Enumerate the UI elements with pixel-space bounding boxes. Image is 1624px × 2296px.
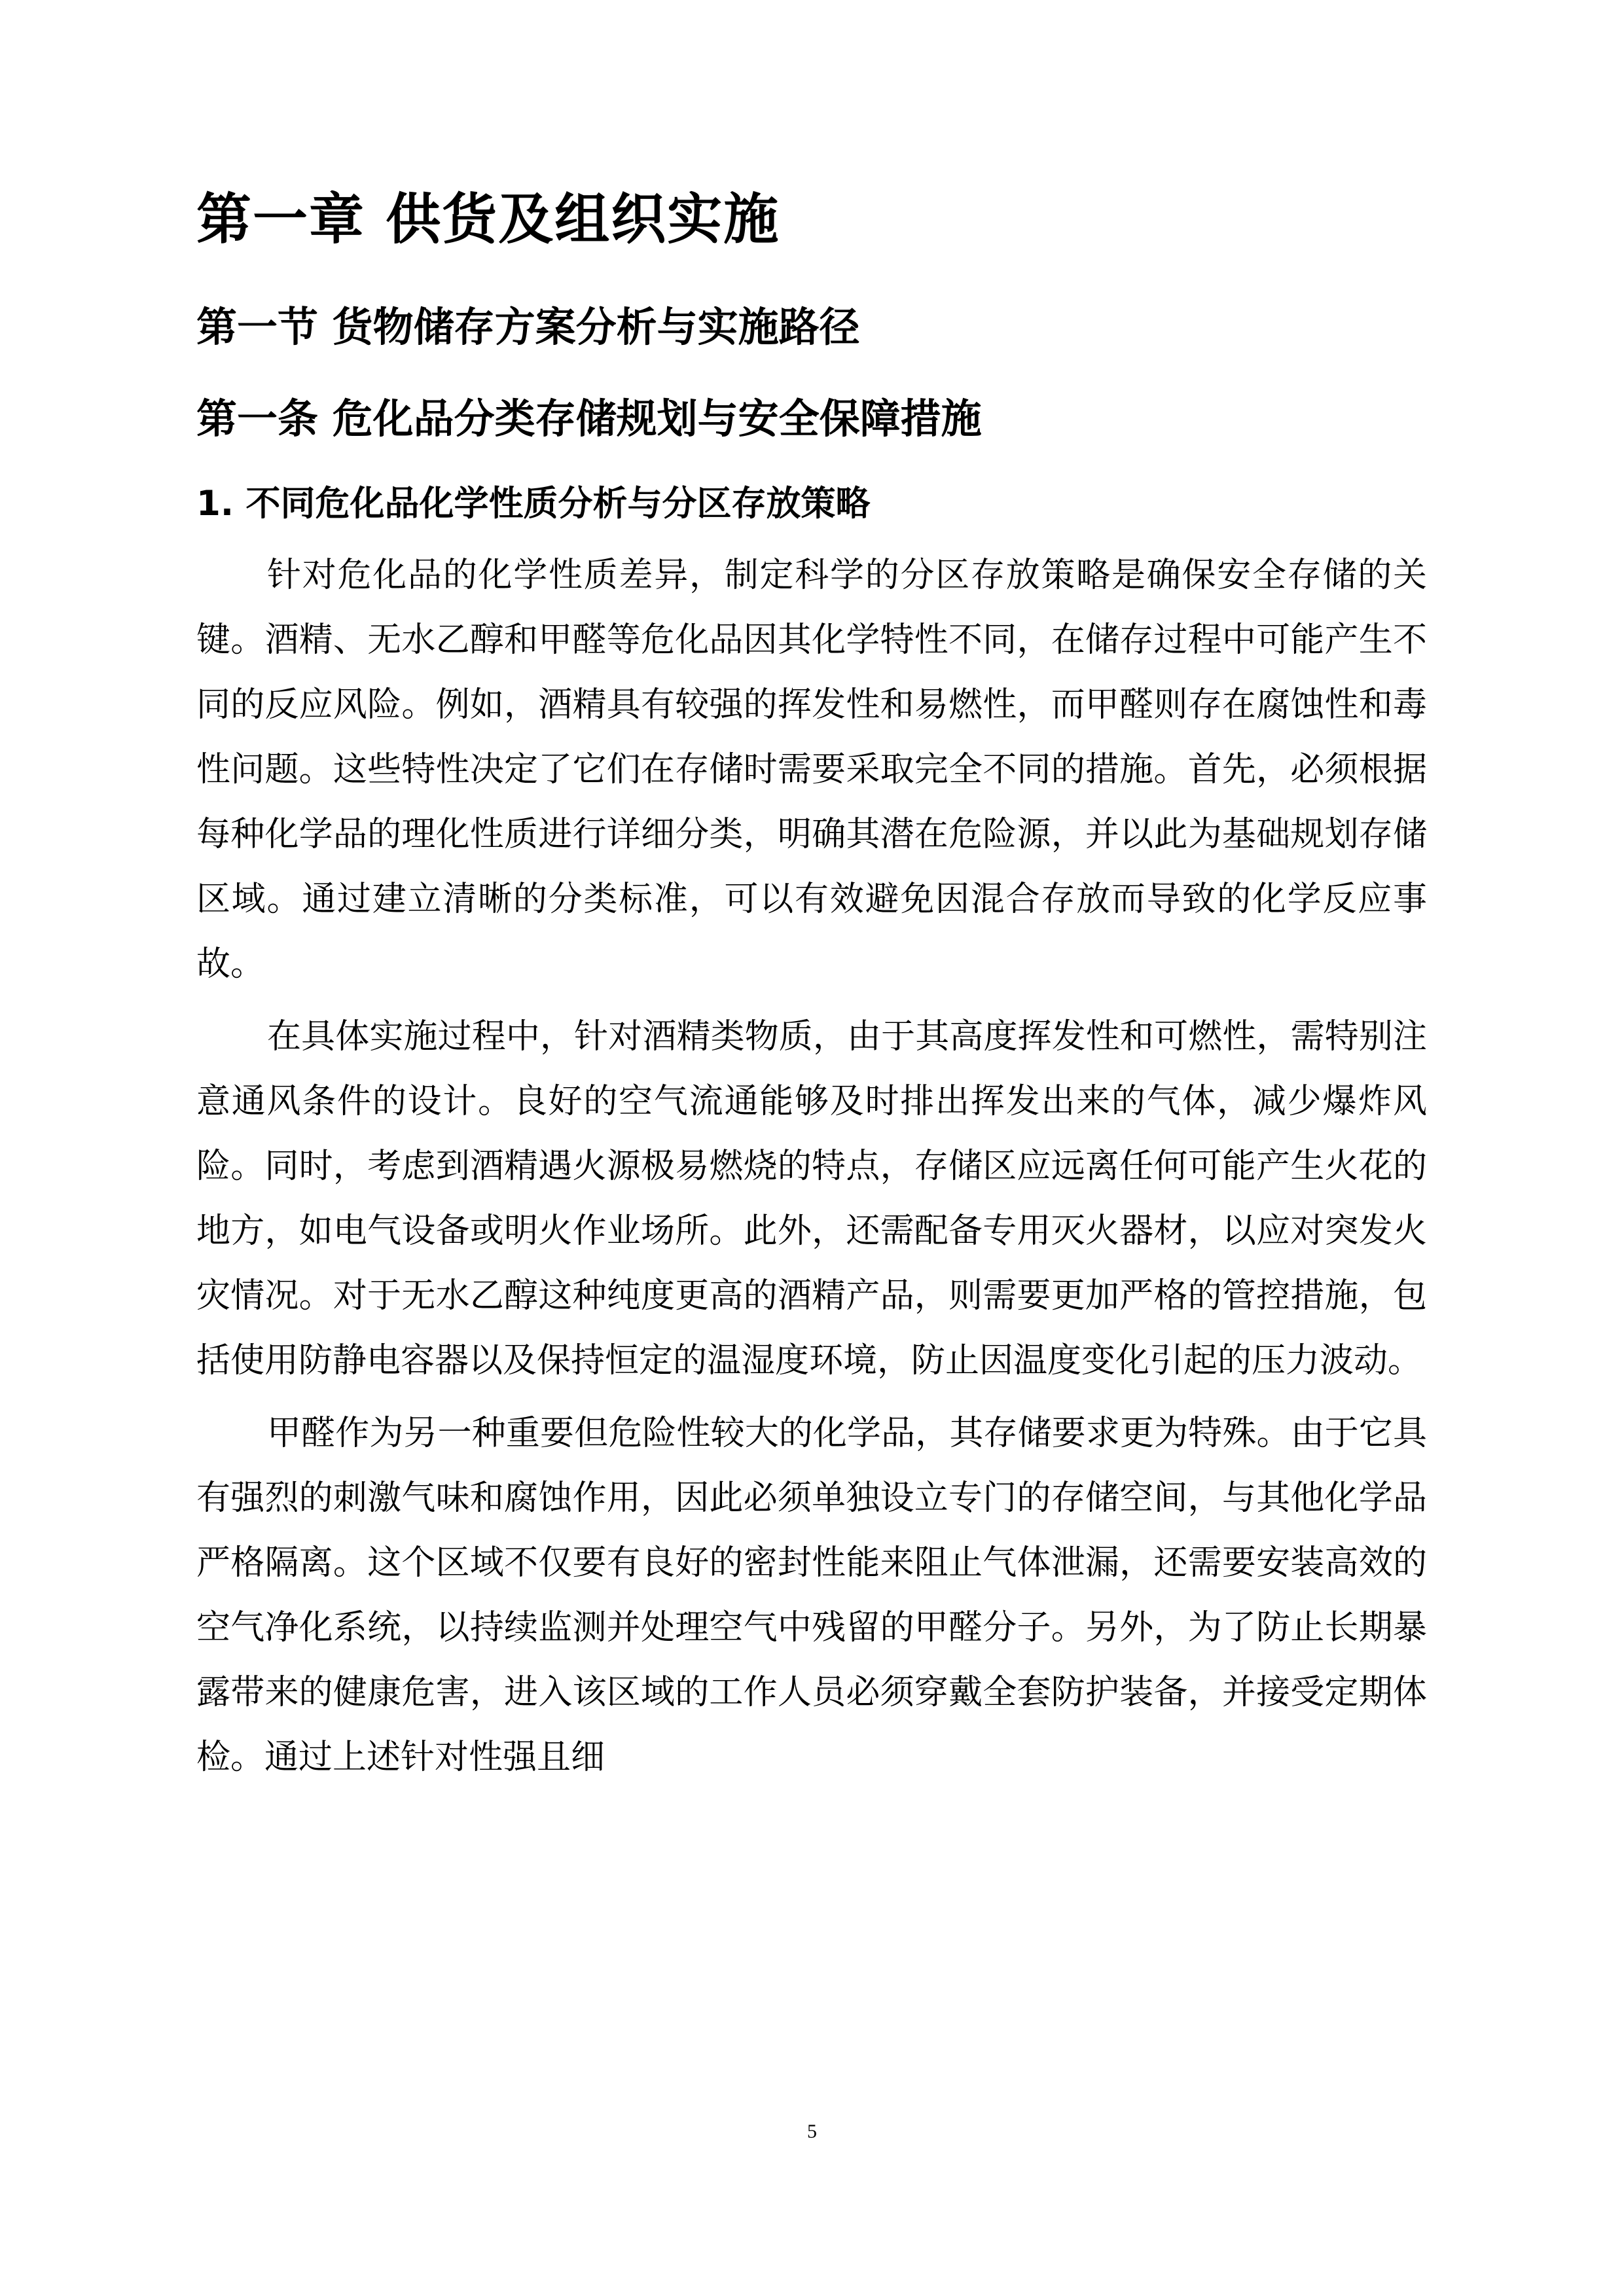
page-number: 5 <box>807 2121 817 2142</box>
subsection-title: 1. 不同危化品化学性质分析与分区存放策略 <box>196 484 871 524</box>
chapter-title: 第一章 供货及组织实施 <box>196 187 780 251</box>
page-content <box>196 177 1427 1798</box>
body-paragraph: 在具体实施过程中，针对酒精类物质，由于其高度挥发性和可燃性，需特别注意通风条件的设计。良好的空气流通能够及时排出挥发出来的气体，减少爆炸风险。同时，考虑到酒精遇火源极易燃烧的特点，存储区应远离任何可能产生火花的地方，如电气设备或明火作业场所。此外，还需配备专用灭火器材，以应对突发火灾情况。对于无水乙醇这种纯度更高的酒精产品，则需要更加严格的管控措施，包括使用防静电容器以及保持恒定的温湿度环境，防止因温度变化引起的压力波动。 <box>196 1017 1427 1380</box>
body-paragraph: 针对危化品的化学性质差异，制定科学的分区存放策略是确保安全存储的关键。酒精、无水乙醇和甲醛等危化品因其化学特性不同，在储存过程中可能产生不同的反应风险。例如，酒精具有较强的挥发性和易燃性，而甲醛则存在腐蚀性和毒性问题。这些特性决定了它们在存储时需要采取完全不同的措施。首先，必须根据每种化学品的理化性质进行详细分类，明确其潜在危险源，并以此为基础规划存储区域。通过建立清晰的分类标准，可以有效避免因混合存放而导致的化学反应事故。 <box>196 556 1427 984</box>
section-title: 第一节 货物储存方案分析与实施路径 <box>196 303 860 351</box>
article-title: 第一条 危化品分类存储规划与安全保障措施 <box>196 395 982 442</box>
body-paragraph: 甲醛作为另一种重要但危险性较大的化学品，其存储要求更为特殊。由于它具有强烈的刺激气味和腐蚀作用，因此必须单独设立专门的存储空间，与其他化学品严格隔离。这个区域不仅要有良好的密封性能来阻止气体泄漏，还需要安装高效的空气净化系统，以持续监测并处理空气中残留的甲醛分子。另外，为了防止长期暴露带来的健康危害，进入该区域的工作人员必须穿戴全套防护装备，并接受定期体检。通过上述针对性强且细 <box>196 1414 1427 1777</box>
